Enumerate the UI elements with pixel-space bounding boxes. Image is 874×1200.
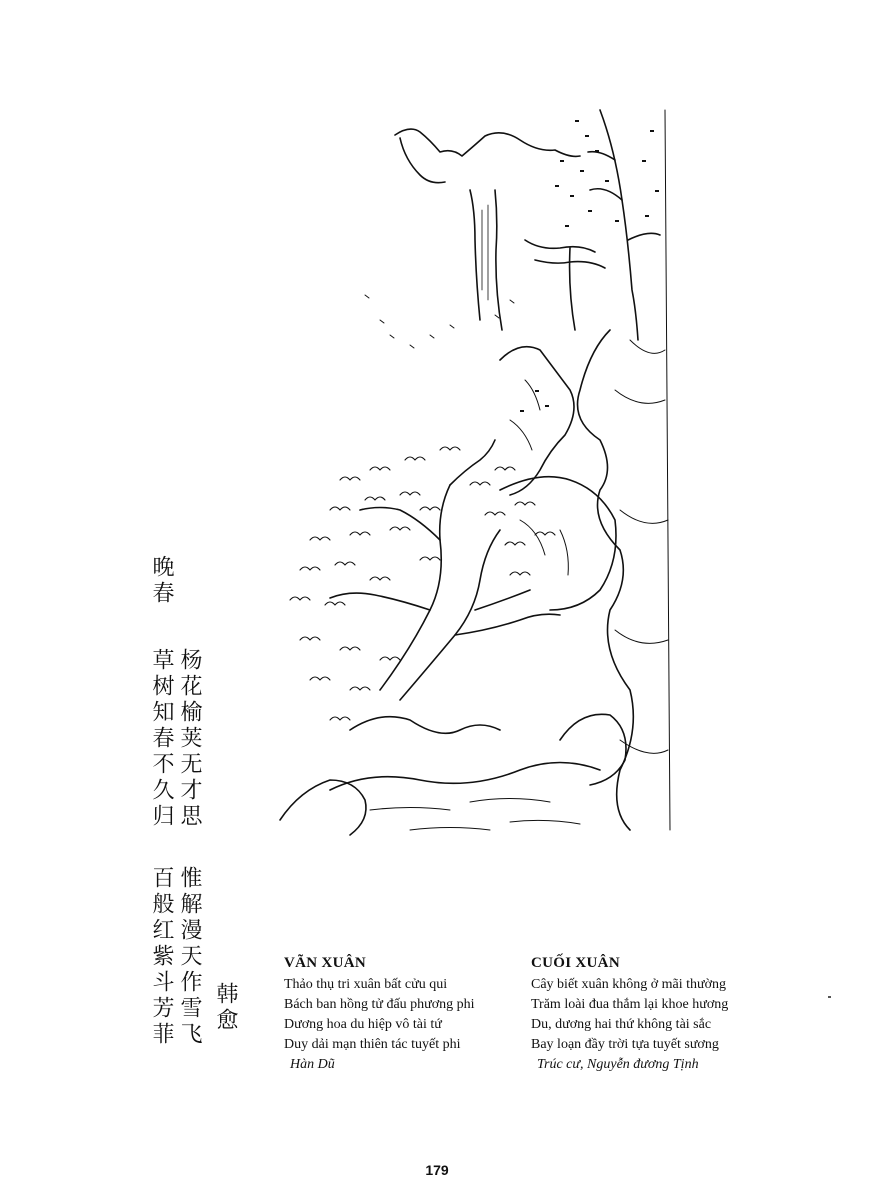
poem-line: Trăm loài đua thắm lại khoe hương <box>531 997 729 1012</box>
cjk-line-2: 杨花榆荚无才思 <box>177 648 202 830</box>
page-number: 179 <box>425 1162 449 1178</box>
poem-title: CUỐI XUÂN <box>531 955 620 971</box>
poem-han-viet <box>284 955 475 1075</box>
poem-line: Cây biết xuân không ở mãi thường <box>531 977 727 992</box>
poem-line: Duy dải mạn thiên tác tuyết phi <box>284 1037 461 1052</box>
poem-line: Du, dương hai thứ không tài sắc <box>531 1017 712 1032</box>
poem-translation <box>531 955 728 1075</box>
poem-author: Trúc cư, Nguyễn đương Tịnh <box>537 1057 699 1072</box>
cjk-line-4: 惟解漫天作雪飞 <box>177 866 202 1048</box>
landscape-illustration <box>270 90 690 850</box>
cjk-title: 晚春 <box>149 555 174 607</box>
poem-line: Bách ban hồng tử đấu phương phi <box>284 997 475 1012</box>
cjk-author: 韩愈 <box>213 982 238 1034</box>
cjk-line-3: 百般红紫斗芳菲 <box>149 866 174 1048</box>
poem-line: Thảo thụ tri xuân bất cửu qui <box>284 977 448 992</box>
scan-speck <box>828 996 831 998</box>
poem-line: Bay loạn đầy trời tựa tuyết sương <box>531 1037 719 1052</box>
poem-author: Hàn Dũ <box>290 1057 335 1072</box>
poem-title: VÃN XUÂN <box>284 955 366 971</box>
cjk-line-1: 草树知春不久归 <box>149 648 174 830</box>
poem-line: Dương hoa du hiệp vô tài tứ <box>284 1017 442 1032</box>
